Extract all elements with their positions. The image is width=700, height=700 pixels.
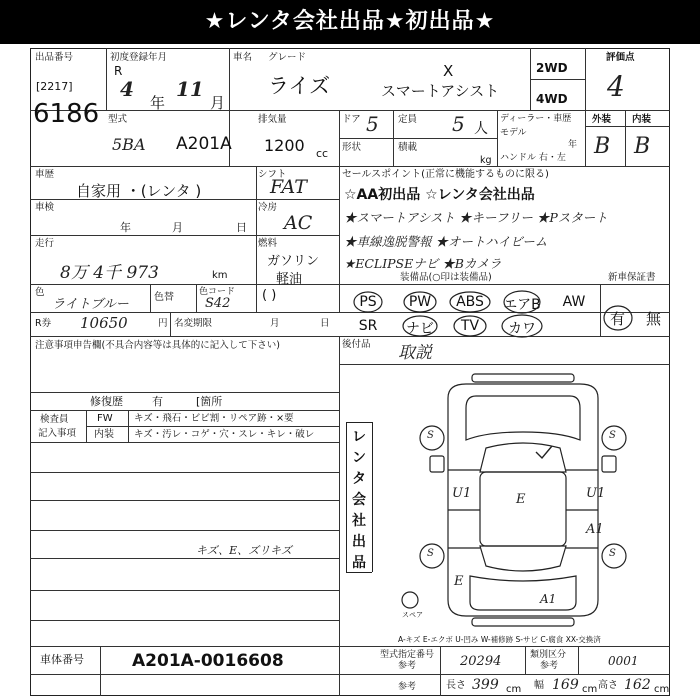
rating-label: 評価点	[606, 52, 635, 63]
damage-mark-tire-fl: S	[427, 430, 434, 441]
doors-value: 5	[366, 112, 379, 136]
inspection-label: 車検	[35, 202, 55, 213]
first-registration-label: 初度登録年月	[110, 52, 168, 63]
height-value: 162	[624, 677, 651, 693]
fuel-other: ( )	[262, 288, 277, 303]
sales-point-line3: ★車線逸脱警報 ★オートハイビーム	[344, 234, 548, 249]
grade-line2: スマートアシスト	[381, 82, 500, 100]
inspector-interior-label: 内装	[94, 429, 114, 440]
recycle-value: 10650	[80, 314, 128, 332]
inspection-month-label: 月	[172, 221, 183, 234]
recycle-unit: 円	[158, 318, 168, 329]
color-code-label: 色コード	[199, 287, 236, 297]
height-label: 高さ	[598, 680, 618, 691]
equip-abs: ABS	[456, 294, 484, 310]
grade-line1: X	[443, 62, 454, 80]
registration-era: R	[114, 64, 123, 78]
warranty-no: 無	[646, 310, 662, 328]
lot-number-label: 出品番号	[35, 52, 74, 63]
reference-label-1: 参考	[398, 661, 417, 671]
chassis-value: A201A-0016608	[132, 651, 284, 671]
handle-label: ハンドル 右・左	[500, 153, 566, 163]
doors-label: ドア	[342, 114, 361, 125]
name-change-day-label: 日	[320, 318, 330, 329]
load-unit: kg	[480, 155, 492, 166]
aftermarket-value: 取説	[398, 343, 432, 363]
drive-4wd: 4WD	[536, 92, 568, 106]
damage-mark-tire-fr: S	[609, 430, 616, 441]
equip-sr: SR	[358, 318, 378, 334]
equip-leather: カワ	[508, 321, 536, 337]
equipment-label: 装備品(○印は装備品)	[400, 272, 492, 283]
repair-history-label: 修復歴	[90, 395, 123, 408]
damage-legend: A-キズ E-エクボ U-凹み W-補修跡 S-サビ C-腐食 XX-交換済	[398, 635, 601, 644]
capacity-value: 5	[452, 112, 465, 136]
mileage-label: 走行	[35, 238, 55, 249]
damage-mark-rear-bumper: A1	[540, 592, 557, 606]
registration-month: 11	[176, 77, 204, 101]
equip-ps: PS	[359, 294, 377, 310]
exterior-label: 外装	[592, 114, 612, 125]
width-label: 幅	[534, 680, 544, 691]
inspection-year-label: 年	[120, 221, 131, 234]
notes-label: 注意事項申告欄(不具合内容等は具体的に記入して下さい)	[35, 340, 280, 351]
damage-mark-tire-rl: S	[427, 548, 434, 559]
displacement-value: 1200	[264, 136, 305, 155]
dealer-year-label: 年	[568, 140, 578, 150]
equip-navi: ナビ	[406, 321, 434, 337]
color-label: 色	[35, 287, 45, 298]
shift-label: シフト	[258, 169, 287, 180]
history-value: 自家用 ・(レンタ )	[76, 182, 202, 200]
damage-mark-left-rear: E	[454, 574, 464, 589]
reference-label-2: 参考	[540, 661, 559, 671]
mileage-unit: km	[212, 270, 228, 281]
inspector-label-1: 検査員	[40, 414, 69, 425]
displacement-label: 排気量	[258, 114, 287, 125]
length-label: 長さ	[446, 680, 466, 691]
chassis-label: 車体番号	[40, 653, 84, 666]
damage-mark-right-rear: A1	[586, 522, 604, 537]
equip-airbag: エアB	[503, 297, 541, 313]
capacity-label: 定員	[398, 114, 418, 125]
history-label: 車歴	[35, 169, 55, 180]
shape-label: 形状	[342, 142, 362, 153]
banner: ★レンタ会社出品★初出品★	[0, 0, 700, 44]
fw-label: FW	[97, 413, 113, 424]
height-unit: cm	[654, 684, 670, 695]
load-label: 積載	[398, 142, 418, 153]
equip-tv: TV	[460, 318, 480, 334]
width-value: 169	[552, 677, 579, 693]
dealer-label: ディーラー・車歴	[500, 114, 572, 124]
ac-label: 冷房	[258, 202, 278, 213]
equip-pw: PW	[408, 294, 432, 310]
car-name: ライズ	[268, 74, 331, 98]
notes-handwritten: キズ、E、ズリキズ	[196, 544, 292, 557]
fuel-gasoline: ガソリン	[267, 254, 320, 269]
fw-text: キズ・飛石・ビビ割・リペア跡・×要	[134, 413, 294, 424]
inspection-day-label: 日	[236, 221, 247, 234]
car-name-label: 車名	[233, 52, 253, 63]
fuel-label: 燃料	[258, 238, 278, 249]
dealer-model-label: モデル	[500, 128, 527, 138]
model-designation-value: 20294	[460, 654, 502, 669]
interior-label: 内装	[632, 114, 652, 125]
model-designation-label: 型式指定番号	[380, 650, 435, 660]
aftermarket-label: 後付品	[342, 339, 371, 350]
equip-aw: AW	[562, 294, 586, 310]
repair-place-label: [箇所	[196, 395, 223, 408]
recycle-label: R券	[35, 318, 52, 329]
ac-value: AC	[284, 212, 313, 234]
length-unit: cm	[506, 684, 522, 695]
model-label: 型式	[108, 114, 128, 125]
sales-point-line4: ★ECLIPSEナビ ★Bカメラ	[344, 256, 502, 271]
registration-year: 4	[120, 77, 134, 101]
color-change-label: 色替	[154, 292, 174, 303]
interior-value: B	[634, 134, 651, 159]
rating-value: 4	[607, 70, 625, 103]
spare-label: スペア	[402, 611, 423, 619]
sales-points-label: セールスポイント(正常に機能するものに限る)	[342, 169, 549, 180]
category-value: 0001	[608, 654, 639, 668]
width-unit: cm	[582, 684, 598, 695]
damage-mark-right-door: U1	[586, 486, 606, 501]
inspector-label-2: 記入事項	[38, 428, 77, 439]
grade-label: グレード	[268, 52, 307, 63]
sales-point-line1: ☆AA初出品 ☆レンタ会社出品	[344, 187, 535, 203]
registration-year-label: 年	[150, 94, 166, 112]
inspector-interior-text: キズ・汚レ・コゲ・穴・スレ・キレ・破レ	[134, 429, 315, 440]
name-change-month-label: 月	[270, 318, 280, 329]
lot-number: 6186	[33, 99, 100, 129]
warranty-yes: 有	[610, 310, 626, 328]
capacity-unit: 人	[474, 121, 488, 137]
new-car-warranty-label: 新車保証書	[608, 272, 656, 283]
drive-2wd: 2WD	[536, 61, 568, 75]
name-change-label: 名変期限	[174, 318, 213, 329]
damage-mark-roof: E	[516, 492, 526, 507]
color-code-value: S42	[205, 296, 231, 311]
lot-sub-number: [2217]	[36, 80, 73, 93]
length-value: 399	[472, 677, 499, 693]
sales-point-line2: ★スマートアシスト ★キーフリー ★Pスタート	[344, 210, 608, 225]
color-value: ライトブルー	[52, 297, 129, 312]
model-value: A201A	[176, 134, 232, 154]
fuel-diesel: 軽油	[276, 272, 303, 287]
registration-month-label: 月	[210, 94, 226, 112]
reference-label-3: 参考	[398, 682, 417, 692]
exterior-value: B	[594, 134, 611, 159]
category-label: 類別区分	[530, 650, 567, 660]
model-prefix: 5BA	[112, 135, 146, 154]
shift-value: FAT	[270, 176, 307, 198]
repair-history-value: 有	[152, 395, 163, 408]
damage-mark-tire-rr: S	[609, 548, 616, 559]
displacement-unit: cc	[316, 147, 329, 160]
mileage-value: 8万 4千 973	[60, 263, 159, 283]
damage-mark-left-door: U1	[452, 486, 472, 501]
